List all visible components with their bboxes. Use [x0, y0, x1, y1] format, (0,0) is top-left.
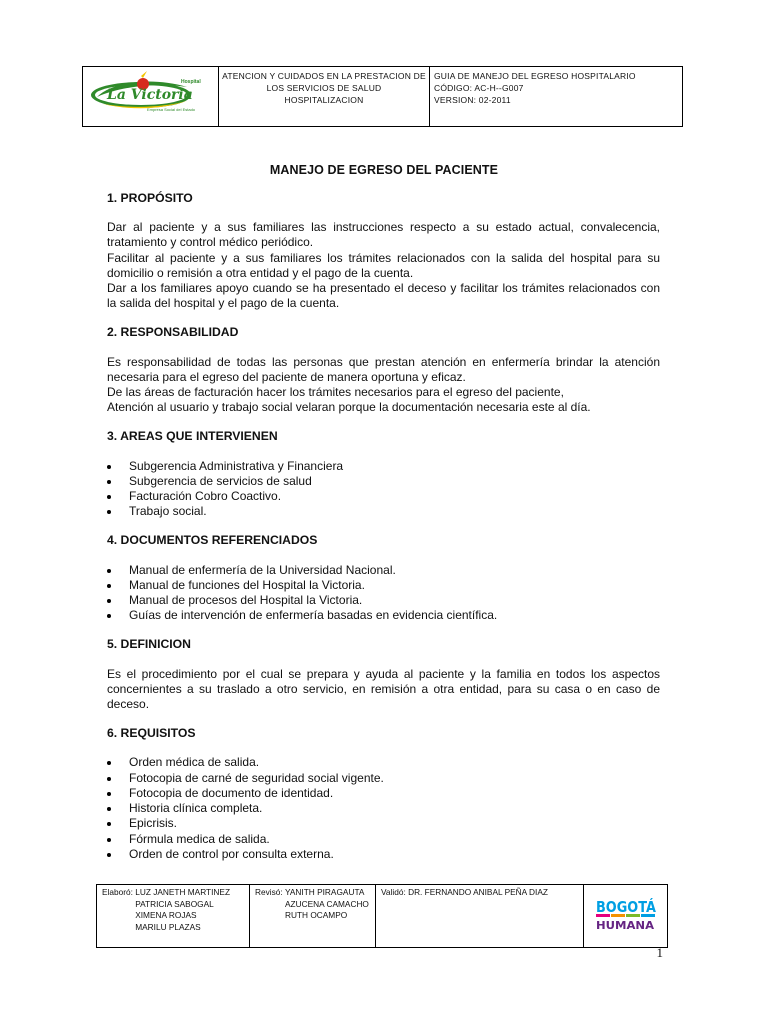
bullet-icon	[107, 584, 111, 588]
footer-reviso-cell	[250, 885, 376, 948]
bogota-humana-logo	[584, 885, 668, 943]
bullet-icon	[107, 761, 111, 765]
list-item: Epicrisis.	[107, 816, 660, 831]
list-item: Subgerencia de servicios de salud	[107, 474, 660, 489]
document-footer	[96, 884, 668, 948]
section-paragraph: Es el procedimiento por el cual se prepara y ayuda al paciente y la familia en todos los aspectos concernientes a su traslado a otro servicio, en remisión a otra entidad, para su casa o en caso de deceso.	[107, 666, 660, 712]
footer-valido-label: Validó:	[381, 887, 406, 897]
document-body	[107, 191, 660, 862]
list-item: Manual de funciones del Hospital la Victoria.	[107, 578, 660, 593]
document-header	[82, 66, 683, 127]
section-requisitos	[107, 726, 660, 862]
list-item: Facturación Cobro Coactivo.	[107, 489, 660, 504]
hospital-logo-cell	[83, 67, 219, 127]
bullet-icon	[107, 822, 111, 826]
section-title: 6. REQUISITOS	[107, 726, 196, 741]
header-process-line-2: LOS SERVICIOS DE SALUD	[266, 83, 382, 93]
hospital-logo	[83, 67, 217, 121]
section-paragraph: Es responsabilidad de todas las personas que prestan atención en enfermería brindar la atención necesaria para el egreso del paciente de manera oportuna y eficaz.	[107, 354, 660, 384]
list-item: Fotocopia de carné de seguridad social vigente.	[107, 771, 660, 786]
footer-elaboro-label: Elaboró:	[102, 887, 133, 897]
header-process-cell	[219, 67, 430, 127]
header-doc-version: VERSION: 02-2011	[434, 95, 511, 105]
bullet-icon	[107, 510, 111, 514]
footer-reviso-name: YANITH PIRAGAUTA	[284, 887, 365, 897]
bullet-icon	[107, 838, 111, 842]
section-paragraph: Atención al usuario y trabajo social velaran porque la documentación necesaria este al día.	[107, 400, 591, 415]
section-title: 3. AREAS QUE INTERVIENEN	[107, 429, 278, 444]
footer-elaboro-name: MARILU PLAZAS	[135, 921, 201, 932]
page-number: 1	[656, 945, 663, 960]
list-item: Manual de enfermería de la Universidad Nacional.	[107, 563, 660, 578]
footer-elaboro-cell	[97, 885, 250, 948]
section-title: 4. DOCUMENTOS REFERENCIADOS	[107, 533, 318, 548]
list-item: Fórmula medica de salida.	[107, 832, 660, 847]
footer-reviso-name: AZUCENA CAMACHO	[284, 898, 369, 909]
section-paragraph: Dar a los familiares apoyo cuando se ha presentado el deceso y facilitar los trámites relacionados con la salida del hospital y el pago de la cuenta.	[107, 281, 660, 311]
list-item: Guías de intervención de enfermería basadas en evidencia científica.	[107, 608, 660, 623]
footer-brand-cell	[584, 885, 668, 948]
footer-valido-name: DR. FERNANDO ANIBAL PEÑA DIAZ	[408, 887, 548, 897]
list-item: Subgerencia Administrativa y Financiera	[107, 459, 660, 474]
brand-bottom-text: HUMANA	[596, 919, 655, 932]
footer-valido-cell	[376, 885, 584, 948]
logo-wordmark: La Victoria	[107, 87, 193, 103]
section-paragraph: Dar al paciente y a sus familiares las instrucciones respecto a su estado actual, convalecencia, tratamiento y control médico periódico.	[107, 220, 660, 250]
list-item: Fotocopia de documento de identidad.	[107, 786, 660, 801]
bullet-icon	[107, 777, 111, 781]
section-documentos	[107, 533, 660, 623]
list-item: Orden de control por consulta externa.	[107, 847, 660, 862]
section-paragraph: Facilitar al paciente y a sus familiares los trámites relacionados con la salida del hospital para su domicilio o remisión a otra entidad y el pago de la cuenta.	[107, 250, 660, 280]
bullet-list	[107, 459, 660, 520]
svg-text:Hospital: Hospital	[181, 79, 201, 85]
bullet-icon	[107, 480, 111, 484]
bullet-list	[107, 563, 660, 624]
header-doc-title: GUIA DE MANEJO DEL EGRESO HOSPITALARIO	[434, 71, 636, 81]
bullet-icon	[107, 853, 111, 857]
bullet-icon	[107, 614, 111, 618]
section-definicion	[107, 637, 660, 712]
header-process-line-3: HOSPITALIZACION	[284, 95, 364, 105]
section-title: 5. DEFINICION	[107, 637, 191, 652]
header-doc-info-cell	[430, 67, 683, 127]
footer-elaboro-name: LUZ JANETH MARTINEZ	[135, 887, 231, 897]
document-title: MANEJO DE EGRESO DEL PACIENTE	[269, 163, 499, 177]
section-responsabilidad	[107, 325, 660, 415]
section-areas	[107, 429, 660, 519]
bullet-icon	[107, 599, 111, 603]
bullet-icon	[107, 495, 111, 499]
section-paragraph: De las áreas de facturación hacer los trámites necesarios para el egreso del paciente,	[107, 385, 564, 400]
footer-reviso-name: RUTH OCAMPO	[284, 910, 348, 920]
bullet-icon	[107, 807, 111, 811]
section-title: 2. RESPONSABILIDAD	[107, 325, 239, 340]
section-proposito	[107, 191, 660, 311]
logo-subtext: Empresa Social del Estado	[147, 107, 196, 112]
footer-elaboro-name: XIMENA ROJAS	[135, 910, 197, 920]
bullet-icon	[107, 569, 111, 573]
section-title: 1. PROPÓSITO	[107, 191, 193, 205]
list-item: Trabajo social.	[107, 504, 660, 519]
bullet-icon	[107, 465, 111, 469]
footer-elaboro-name: PATRICIA SABOGAL	[135, 898, 214, 909]
footer-reviso-label: Revisó:	[255, 887, 283, 897]
list-item: Orden médica de salida.	[107, 755, 660, 770]
bullet-list	[107, 755, 660, 861]
bullet-icon	[107, 792, 111, 796]
brand-top-text: BOGOTÁ	[596, 898, 666, 916]
header-doc-code: CÓDIGO: AC-H--G007	[434, 83, 524, 93]
header-process-line-1: ATENCION Y CUIDADOS EN LA PRESTACION DE	[222, 71, 426, 81]
list-item: Manual de procesos del Hospital la Victoria.	[107, 593, 660, 608]
list-item: Historia clínica completa.	[107, 801, 660, 816]
